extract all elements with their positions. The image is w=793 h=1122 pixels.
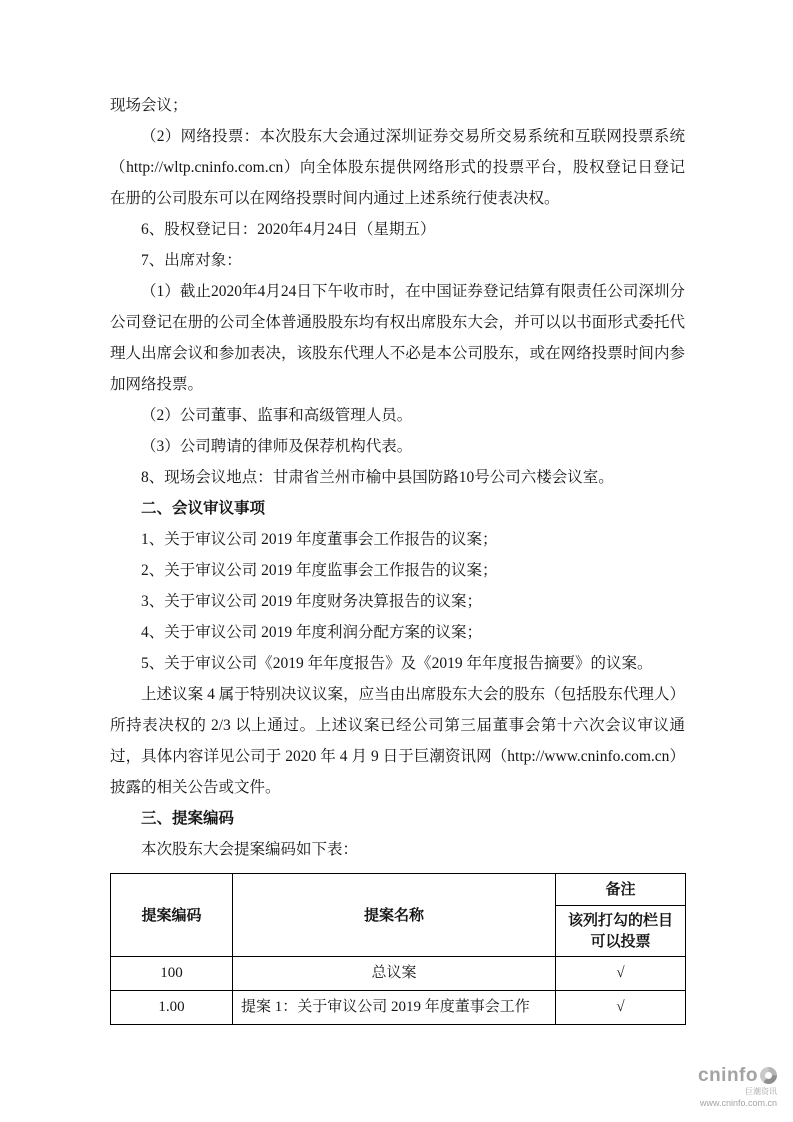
header-proposal-code: 提案编码 <box>111 874 233 957</box>
proposal-table <box>110 873 686 1025</box>
table-row <box>111 991 686 1025</box>
paragraph: 2、关于审议公司 2019 年度监事会工作报告的议案； <box>141 562 498 579</box>
header-proposal-name: 提案名称 <box>233 874 556 957</box>
paragraph: 6、股权登记日：2020年4月24日（星期五） <box>141 221 436 238</box>
cell-proposal-name: 提案 1：关于审议公司 2019 年度董事会工作 <box>233 991 556 1025</box>
cninfo-wordmark: cninfo <box>698 1064 758 1086</box>
paragraph: 8、现场会议地点：甘肃省兰州市榆中县国防路10号公司六楼会议室。 <box>141 469 614 486</box>
cell-remark-check: √ <box>556 957 686 991</box>
paragraph: 本次股东大会提案编码如下表： <box>141 841 359 858</box>
paragraph: 3、关于审议公司 2019 年度财务决算报告的议案； <box>141 593 483 610</box>
cell-proposal-code: 1.00 <box>111 991 233 1025</box>
paragraph: 上述议案 4 属于特别决议议案，应当由出席股东大会的股东（包括股东代理人）所持表决权的 2/3 以上通过。上述议案已经公司第三届董事会第十六次会议审议通过，具体内容详见公司于 2020 年 4 月 9 日于巨潮资讯网（http://www.cninfo.com.cn）披露的相关公告或文件。 <box>110 686 685 796</box>
paragraph: （2）网络投票：本次股东大会通过深圳证券交易所交易系统和互联网投票系统（http://wltp.cninfo.com.cn）向全体股东提供网络形式的投票平台，股权登记日登记在册的公司股东可以在网络投票时间内通过上述系统行使表决权。 <box>110 128 685 207</box>
cninfo-url: www.cninfo.com.cn <box>699 1097 777 1108</box>
header-remark: 备注 <box>556 874 686 906</box>
paragraph: 4、关于审议公司 2019 年度利润分配方案的议案； <box>141 624 483 641</box>
cell-proposal-code: 100 <box>111 957 233 991</box>
table-row <box>111 957 686 991</box>
proposal-table-body <box>111 957 686 1025</box>
paragraph: 7、出席对象： <box>141 252 242 269</box>
cell-remark-check: √ <box>556 991 686 1025</box>
cell-proposal-name: 总议案 <box>233 957 556 991</box>
header-remark-note: 该列打勾的栏目可以投票 <box>556 906 686 957</box>
paragraph: 现场会议； <box>110 97 188 114</box>
cninfo-subtitle: 巨潮资讯 <box>745 1087 777 1097</box>
cninfo-globe-icon <box>760 1067 777 1084</box>
section-heading: 二、会议审议事项 <box>141 500 266 517</box>
cninfo-logo-row <box>698 1065 777 1087</box>
table-header-row <box>111 874 686 906</box>
section-heading: 三、提案编码 <box>141 810 235 827</box>
paragraph: （1）截止2020年4月24日下午收市时，在中国证券登记结算有限责任公司深圳分公司登记在册的公司全体普通股股东均有权出席股东大会，并可以以书面形式委托代理人出席会议和参加表决，该股东代理人不必是本公司股东，或在网络投票时间内参加网络投票。 <box>110 283 685 393</box>
cninfo-logo <box>698 1065 777 1108</box>
document-content <box>110 90 685 865</box>
paragraph: （2）公司董事、监事和高级管理人员。 <box>141 407 413 424</box>
paragraph: （3）公司聘请的律师及保荐机构代表。 <box>141 438 413 455</box>
paragraph: 1、关于审议公司 2019 年度董事会工作报告的议案； <box>141 531 498 548</box>
paragraph: 5、关于审议公司《2019 年年度报告》及《2019 年年度报告摘要》的议案。 <box>141 655 653 672</box>
